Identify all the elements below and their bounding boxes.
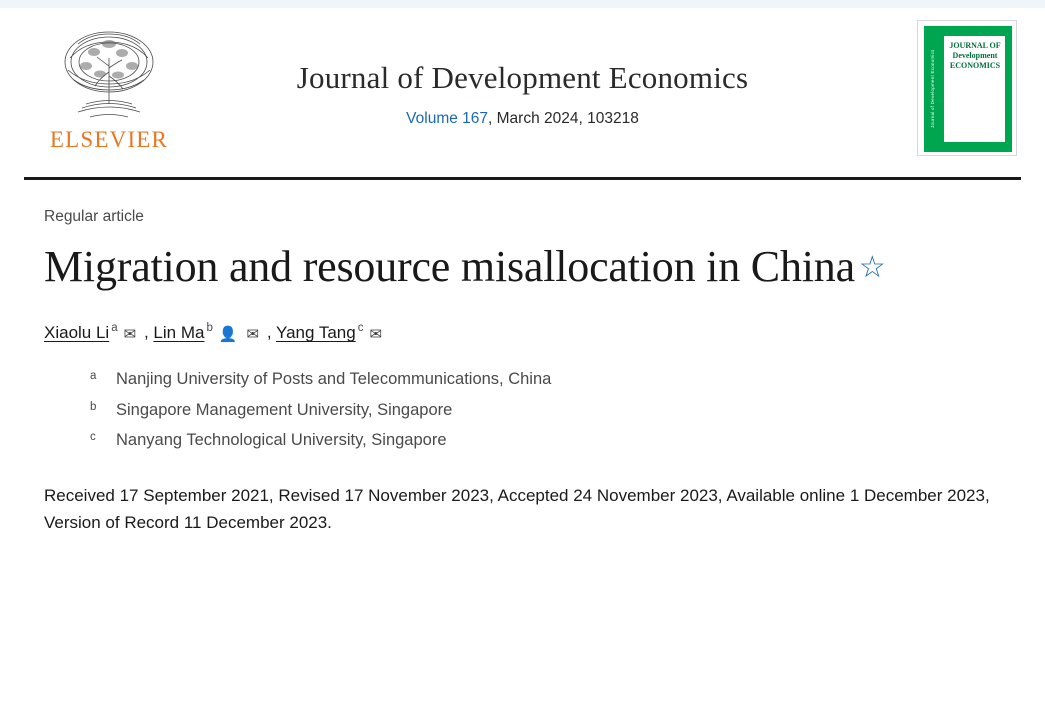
cover-spine-text: Journal of Development Economics <box>926 29 939 149</box>
top-bar <box>0 0 1045 8</box>
article-header <box>24 180 1021 537</box>
cover-title-line2: Development <box>952 51 998 60</box>
elsevier-wordmark: ELSEVIER <box>49 127 169 152</box>
person-icon[interactable]: 👤 <box>218 326 238 344</box>
envelope-icon[interactable]: ✉ <box>369 326 383 344</box>
journal-issue-line <box>24 110 1021 128</box>
author-name[interactable]: Xiaolu Li <box>44 323 110 343</box>
cover-title-line3: ECONOMICS <box>949 61 1001 70</box>
author-item <box>153 323 266 342</box>
page-title <box>44 236 964 298</box>
author-affiliation-mark: c <box>357 322 364 335</box>
affiliation-text: Singapore Management University, Singapore <box>116 400 453 419</box>
journal-cover-thumbnail[interactable] <box>917 20 1017 156</box>
author-list <box>44 320 1001 345</box>
author-name[interactable]: Yang Tang <box>276 323 356 343</box>
affiliation-item <box>86 367 1001 393</box>
star-icon[interactable]: ☆ <box>858 251 886 284</box>
author-affiliation-mark: b <box>206 322 213 335</box>
journal-volume-link[interactable]: Volume 167 <box>406 110 489 127</box>
author-item <box>44 323 144 342</box>
author-affiliation-mark: a <box>111 322 118 335</box>
affiliation-text: Nanjing University of Posts and Telecommunications, China <box>116 370 552 389</box>
article-type-label: Regular article <box>44 208 144 225</box>
journal-issue-date: , March 2024, 103218 <box>488 110 639 127</box>
affiliation-item <box>86 398 1001 424</box>
article-history: Received 17 September 2021, Revised 17 November 2023, Accepted 24 November 2023, Available online 1 December 2023, Version of Record 11 December 2023. <box>44 485 990 533</box>
cover-title-text <box>946 41 1004 71</box>
affiliation-item <box>86 428 1001 454</box>
affiliation-mark: c <box>90 431 96 444</box>
author-separator: , <box>143 323 149 343</box>
journal-header <box>24 8 1021 180</box>
journal-title[interactable]: Journal of Development Economics <box>296 60 749 95</box>
author-separator: , <box>266 323 272 343</box>
affiliation-list <box>44 367 1001 454</box>
journal-title-block <box>24 60 1021 128</box>
article-title-text: Migration and resource misallocation in China <box>44 242 855 291</box>
cover-title-line1: JOURNAL OF <box>949 41 1001 50</box>
affiliation-mark: b <box>90 400 97 413</box>
author-item <box>276 323 385 342</box>
affiliation-text: Nanyang Technological University, Singapore <box>116 431 447 450</box>
author-name[interactable]: Lin Ma <box>153 323 205 343</box>
envelope-icon[interactable]: ✉ <box>246 326 260 344</box>
envelope-icon[interactable]: ✉ <box>123 326 137 344</box>
affiliation-mark: a <box>90 370 97 383</box>
